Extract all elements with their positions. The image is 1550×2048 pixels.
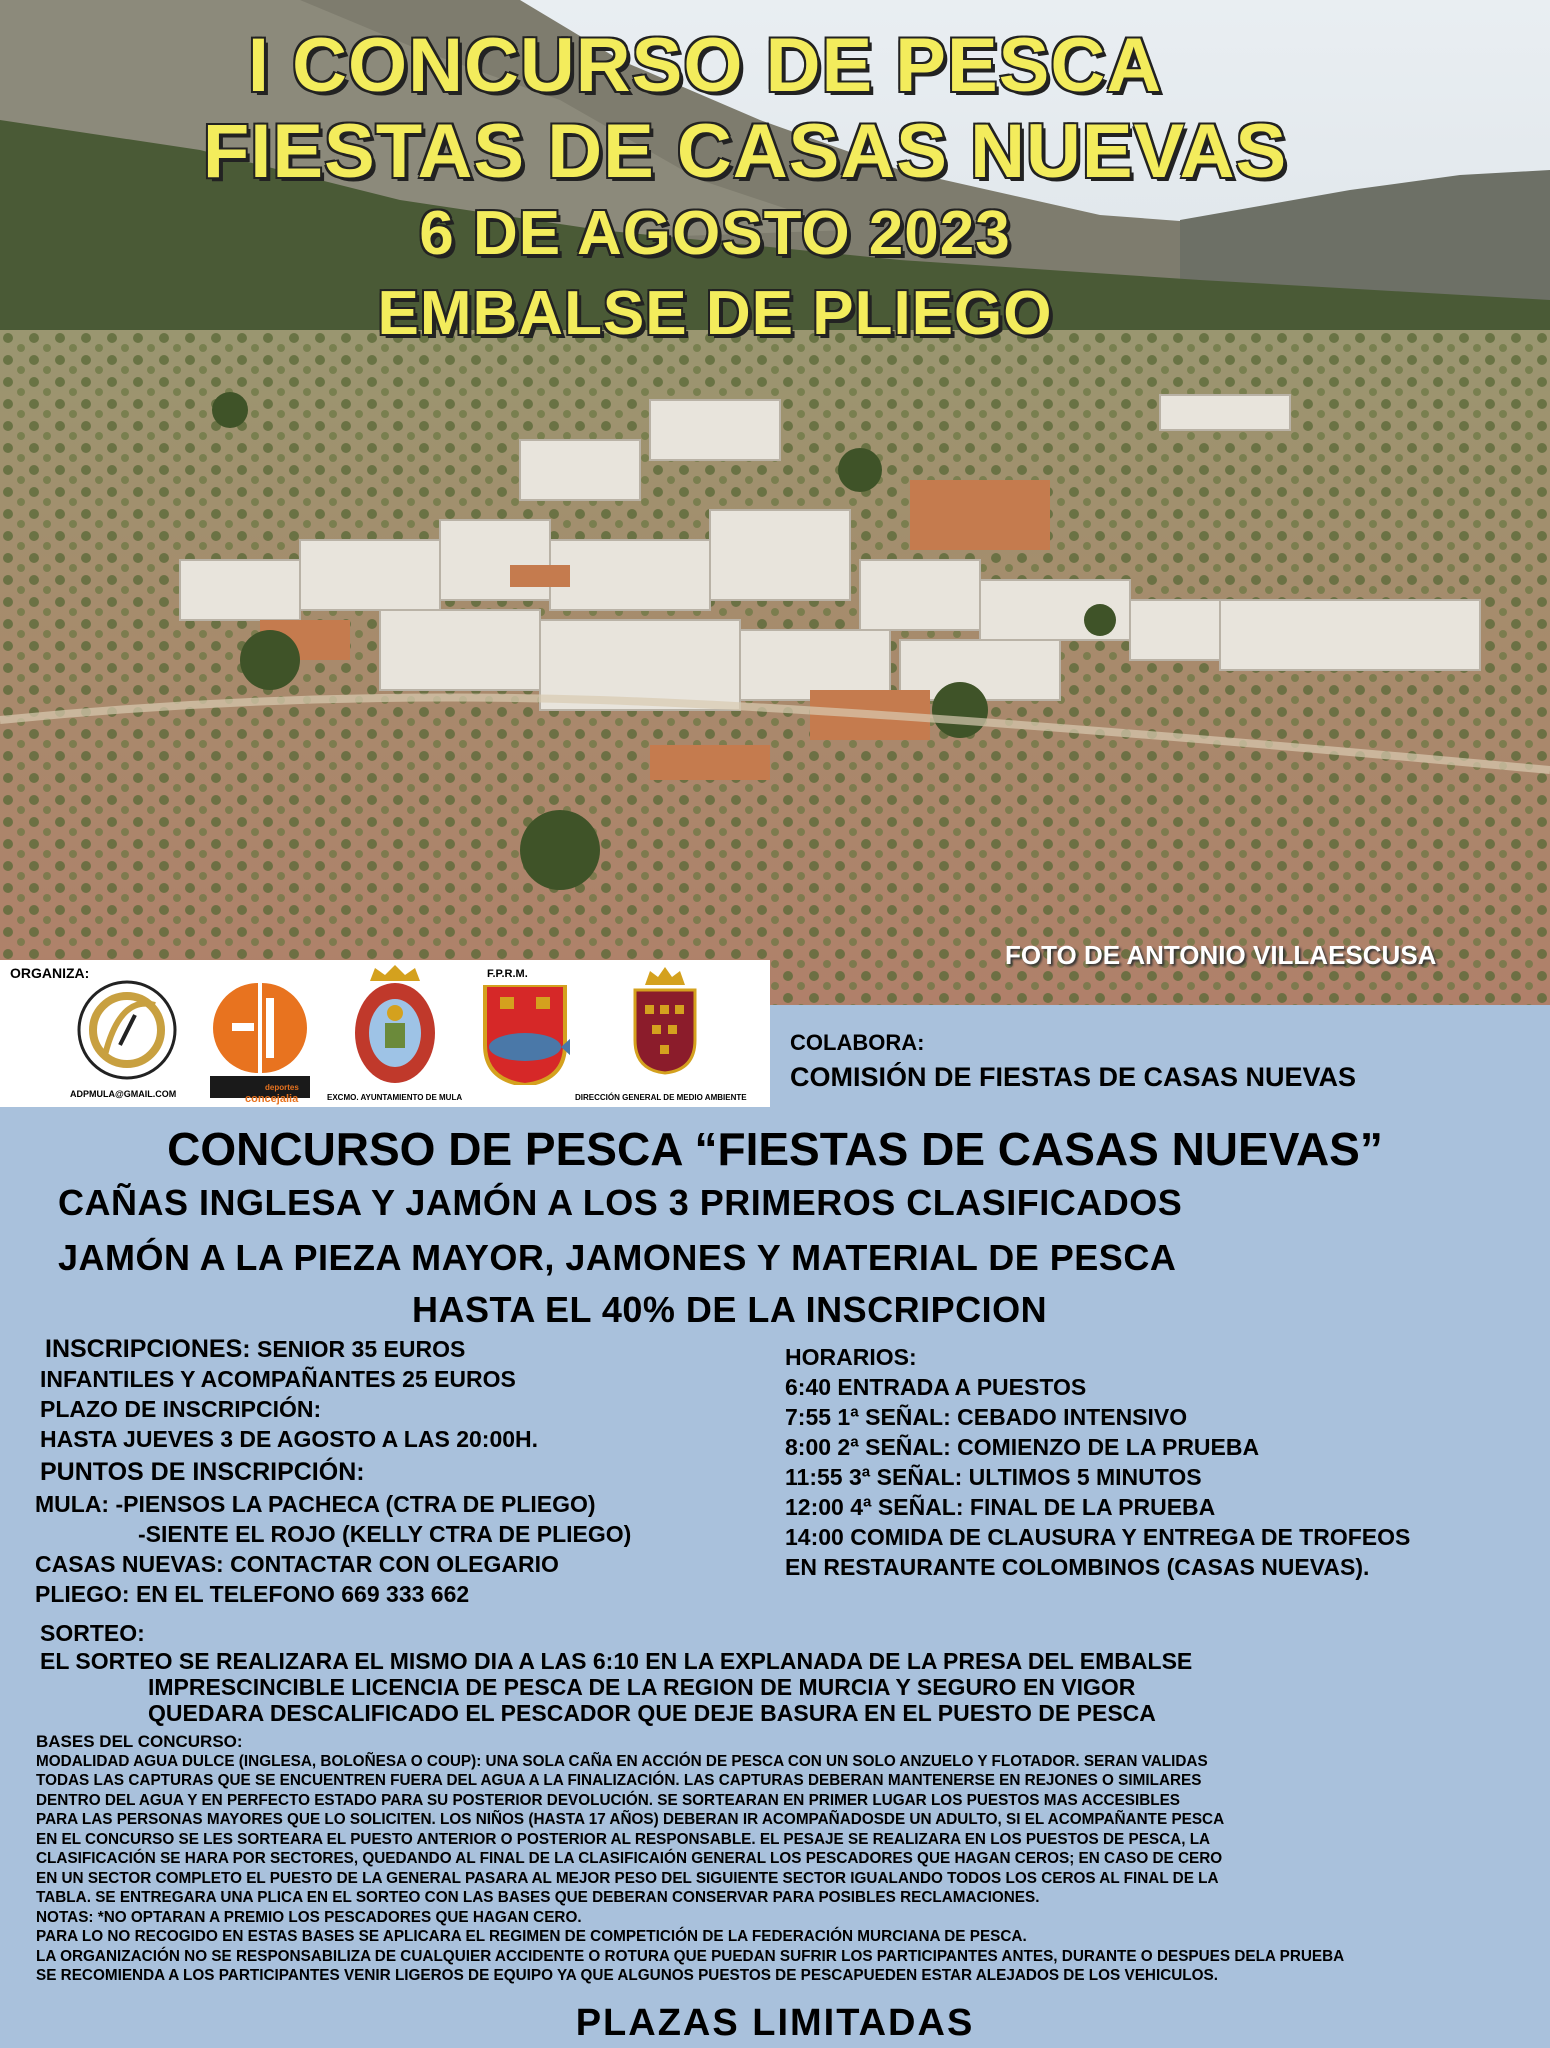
infantiles-price: INFANTILES Y ACOMPAÑANTES 25 EUROS [40,1366,516,1392]
headline-line-1: I CONCURSO DE PESCA [247,23,1163,108]
sorteo-line-2: IMPRESCINCIBLE LICENCIA DE PESCA DE LA REGION DE MURCIA Y SEGURO EN VIGOR [148,1674,1136,1700]
horarios-label: HORARIOS: [785,1344,917,1370]
organiza-label: ORGANIZA: [10,965,90,981]
bases-line: EN EL CONCURSO SE LES SORTEARA EL PUESTO ANTERIOR O POSTERIOR AL RESPONSABLE. EL PESAJE SE REALIZARA EN LOS PUESTOS DE PESCA, LA [36,1830,1211,1848]
bases-line: TABLA. SE ENTREGARA UNA PLICA EN EL SORTEO CON LAS BASES QUE DEBERAN CONSERVAR PARA POSIBLES RECLAMACIONES. [36,1889,1040,1906]
photo-credit: FOTO DE ANTONIO VILLAESCUSA [1005,940,1437,970]
colabora-name: COMISIÓN DE FIESTAS DE CASAS NUEVAS [790,1062,1357,1092]
punto-mula-2: -SIENTE EL ROJO (KELLY CTRA DE PLIEGO) [138,1521,632,1547]
punto-mula-1: MULA: -PIENSOS LA PACHECA (CTRA DE PLIEGO) [35,1491,596,1517]
sorteo-line-3: QUEDARA DESCALIFICADO EL PESCADOR QUE DEJE BASURA EN EL PUESTO DE PESCA [148,1700,1156,1726]
prize-line-1: CAÑAS INGLESA Y JAMÓN A LOS 3 PRIMEROS CLASIFICADOS [58,1182,1183,1223]
concejalia-deportes-logo [210,978,310,1098]
schedule-item: EN RESTAURANTE COLOMBINOS (CASAS NUEVAS). [785,1554,1370,1580]
fprm-fish-logo [480,985,570,1085]
bases-line: NOTAS: *NO OPTARAN A PREMIO LOS PESCADORES QUE HAGAN CERO. [36,1908,582,1926]
sorteo-label: SORTEO: [40,1620,145,1646]
medio-ambiente-caption: DIRECCIÓN GENERAL DE MEDIO AMBIENTE [575,1093,747,1102]
bases-line: EN UN SECTOR COMPLETO EL PUESTO DE LA GENERAL PASARA AL MEJOR PESO DEL SIGUIENTE SECTOR IGUALANDO TODOS LOS CEROS AL FINAL DE LA [36,1869,1219,1887]
bases-block [36,1732,1526,1986]
headline-date: 6 DE AGOSTO 2023 [419,199,1011,268]
contest-title: CONCURSO DE PESCA “FIESTAS DE CASAS NUEVAS” [167,1123,1383,1175]
schedule-item: 14:00 COMIDA DE CLAUSURA Y ENTREGA DE TROFEOS [785,1524,1411,1550]
punto-casas-nuevas: CASAS NUEVAS: CONTACTAR CON OLEGARIO [35,1551,559,1577]
bases-line: PARA LAS PERSONAS MAYORES QUE LO SOLICITEN. LOS NIÑOS (HASTA 17 AÑOS) DEBERAN IR ACOMPAÑADOSDE UN ADULTO, SI EL ACOMPAÑANTE PESCA [36,1811,1225,1828]
puntos-label: PUNTOS DE INSCRIPCIÓN: [40,1458,365,1486]
bases-line: LA ORGANIZACIÓN NO SE RESPONSABILIZA DE CUALQUIER ACCIDENTE O ROTURA QUE PUEDAN SUFRIR LOS PARTICIPANTES ANTES, DURANTE O DESPUES DELA PRUEBA [36,1947,1345,1965]
punto-pliego: PLIEGO: EN EL TELEFONO 669 333 662 [35,1581,470,1607]
bases-line: PARA LO NO RECOGIDO EN ESTAS BASES SE APLICARA EL REGIMEN DE COMPETICIÓN DE LA FEDERACIÓN MURCIANA DE PESCA. [36,1928,1027,1945]
bases-line: TODAS LAS CAPTURAS QUE SE ENCUENTREN FUERA DEL AGUA A LA FINALIZACIÓN. LAS CAPTURAS DEBERAN MANTENERSE EN REJONES O SIMILARES [36,1772,1202,1789]
club-deportivo-logo [60,975,195,1085]
region-murcia-logo [630,965,700,1075]
plazo-label: PLAZO DE INSCRIPCIÓN: [40,1396,322,1422]
bases-label: BASES DEL CONCURSO: [36,1732,243,1751]
headline-line-2: FIESTAS DE CASAS NUEVAS [202,109,1288,194]
plazo-value: HASTA JUEVES 3 DE AGOSTO A LAS 20:00H. [40,1426,539,1452]
inscripciones-label: INSCRIPCIONES: [45,1335,251,1363]
sorteo-line-1: EL SORTEO SE REALIZARA EL MISMO DIA A LAS 6:10 EN LA EXPLANADA DE LA PRESA DEL EMBALSE [40,1648,1193,1674]
schedule-item: 8:00 2ª SEÑAL: COMIENZO DE LA PRUEBA [785,1434,1260,1460]
colabora-label: COLABORA: [790,1030,925,1055]
prize-line-2: JAMÓN A LA PIEZA MAYOR, JAMONES Y MATERIAL DE PESCA [58,1237,1177,1278]
headline-venue: EMBALSE DE PLIEGO [377,279,1053,348]
bases-line: MODALIDAD AGUA DULCE (INGLESA, BOLOÑESA O COUP): UNA SOLA CAÑA EN ACCIÓN DE PESCA CON UN SOLO ANZUELO Y FLOTADOR. SERAN VALIDAS [36,1752,1208,1770]
club-email: ADPMULA@GMAIL.COM [70,1089,177,1099]
bases-line: SE RECOMIENDA A LOS PARTICIPANTES VENIR LIGEROS DE EQUIPO YA QUE ALGUNOS PUESTOS DE PESCAPUEDEN ESTAR ALEJADOS DE LOS VEHICULOS. [36,1967,1218,1984]
prize-line-3: HASTA EL 40% DE LA INSCRIPCION [412,1289,1048,1330]
bases-line: DENTRO DEL AGUA Y EN PERFECTO ESTADO PARA SU POSTERIOR DEVOLUCIÓN. SE SORTEARAN EN PRIMER LUGAR LOS PUESTOS MAS ACCESIBLES [36,1791,1180,1809]
inscripciones-value: SENIOR 35 EUROS [256,1336,466,1362]
schedule-item: 12:00 4ª SEÑAL: FINAL DE LA PRUEBA [785,1494,1216,1520]
schedule-item: 6:40 ENTRADA A PUESTOS [785,1374,1087,1400]
plazas-limitadas: PLAZAS LIMITADAS [575,2002,975,2044]
ayuntamiento-shield-logo [350,963,440,1088]
inscripciones-line [45,1334,465,1364]
fprm-text: F.P.R.M. [487,968,528,980]
deportes-text: deportes [265,1083,299,1092]
bases-line: CLASIFICACIÓN SE HARA POR SECTORES, QUEDANDO AL FINAL DE LA CLASIFICAIÓN GENERAL LOS PESCADORES QUE HAGAN CEROS; EN CASO DE CERO [36,1850,1223,1867]
ayuntamiento-caption: EXCMO. AYUNTAMIENTO DE MULA [327,1093,463,1102]
schedule-item: 11:55 3ª SEÑAL: ULTIMOS 5 MINUTOS [785,1464,1202,1490]
schedule-item: 7:55 1ª SEÑAL: CEBADO INTENSIVO [785,1404,1188,1430]
concejalia-text: concejalia [245,1093,299,1105]
